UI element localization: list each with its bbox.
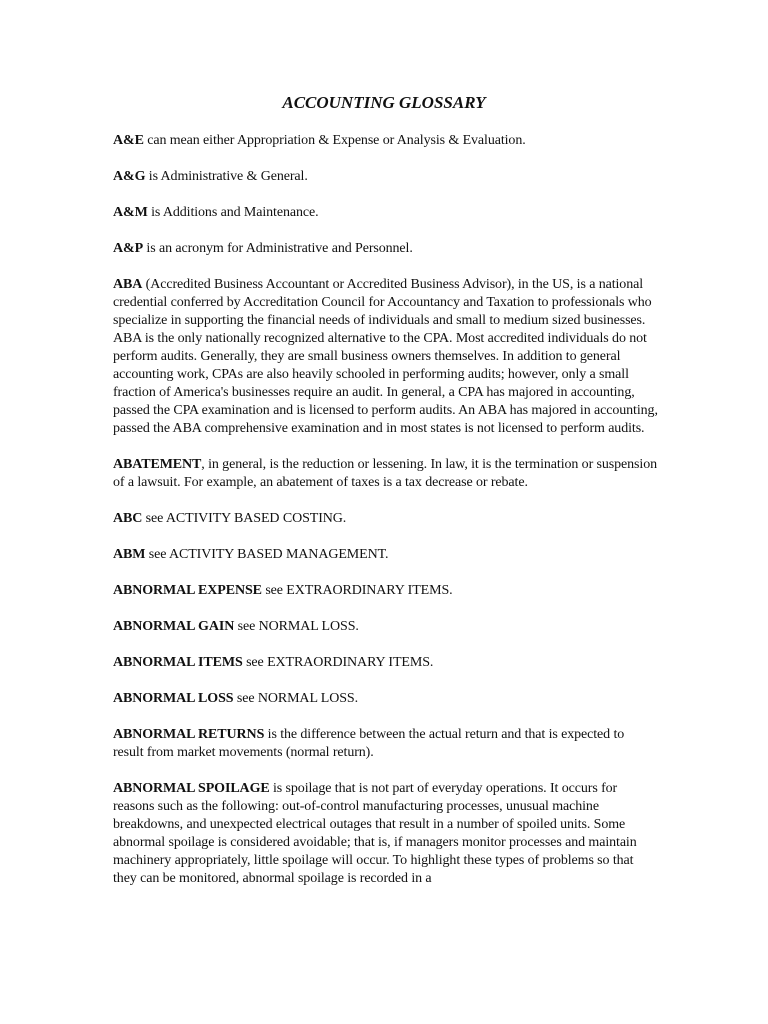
glossary-entries (113, 132, 658, 906)
glossary-entry (113, 168, 658, 186)
entry-term: ABNORMAL GAIN (113, 619, 235, 634)
entry-definition: is an acronym for Administrative and Personnel. (143, 241, 413, 256)
glossary-entry (113, 546, 658, 564)
glossary-entry (113, 240, 658, 258)
glossary-entry (113, 582, 658, 600)
entry-term: ABATEMENT (113, 457, 202, 472)
entry-term: ABNORMAL LOSS (113, 691, 234, 706)
entry-term: A&E (113, 133, 144, 148)
entry-definition: , in general, is the reduction or lessening. In law, it is the termination or suspension of a lawsuit. For example, an abatement of taxes is a tax decrease or rebate. (113, 457, 657, 490)
entry-definition: see ACTIVITY BASED MANAGEMENT. (145, 547, 389, 562)
entry-definition: is Additions and Maintenance. (147, 205, 319, 220)
entry-term: ABA (113, 277, 143, 292)
glossary-entry (113, 654, 658, 672)
glossary-entry (113, 618, 658, 636)
glossary-entry (113, 276, 658, 438)
glossary-entry (113, 726, 658, 762)
entry-term: ABM (113, 547, 146, 562)
document-title: ACCOUNTING GLOSSARY (282, 93, 486, 112)
glossary-entry (113, 456, 658, 492)
entry-term: A&M (113, 205, 148, 220)
entry-term: A&G (113, 169, 146, 184)
entry-term: ABC (113, 511, 143, 526)
entry-definition: (Accredited Business Accountant or Accredited Business Advisor), in the US, is a national credential conferred by Accreditation Council for Accountancy and Taxation to professionals who specialize in supporting the financial needs of individuals and small to medium sized businesses. ABA is the only nationally recognized alternative to the CPA. Most accredited individuals do not perform audits. Generally, they are small business owners themselves. In addition to general accounting work, CPAs are also heavily schooled in performing audits; however, only a small fraction of America's businesses require an audit. In general, a CPA has majored in accounting, passed the CPA examination and is licensed to perform audits. An ABA has majored in accounting, passed the ABA comprehensive examination and in most states is not licensed to perform audits. (113, 277, 658, 436)
entry-definition: is spoilage that is not part of everyday operations. It occurs for reasons such as the following: out-of-control manufacturing processes, unusual machine breakdowns, and unexpected electrical outages that result in a number of spoiled units. Some abnormal spoilage is considered avoidable; that is, if managers monitor processes and maintain machinery appropriately, little spoilage will occur. To highlight these types of problems so that they can be monitored, abnormal spoilage is recorded in a (113, 781, 637, 886)
entry-term: ABNORMAL ITEMS (113, 655, 243, 670)
entry-definition: see EXTRAORDINARY ITEMS. (242, 655, 434, 670)
entry-definition: can mean either Appropriation & Expense or Analysis & Evaluation. (143, 133, 526, 148)
glossary-entry (113, 132, 658, 150)
entry-term: ABNORMAL EXPENSE (113, 583, 262, 598)
glossary-entry (113, 510, 658, 528)
entry-term: A&P (113, 241, 144, 256)
entry-definition: is Administrative & General. (145, 169, 308, 184)
entry-definition: see EXTRAORDINARY ITEMS. (261, 583, 453, 598)
glossary-entry (113, 690, 658, 708)
entry-definition: see NORMAL LOSS. (234, 619, 359, 634)
entry-definition: is the difference between the actual return and that is expected to result from market movements (normal return). (113, 727, 625, 760)
entry-definition: see ACTIVITY BASED COSTING. (142, 511, 347, 526)
glossary-entry (113, 780, 658, 888)
entry-term: ABNORMAL RETURNS (113, 727, 265, 742)
entry-definition: see NORMAL LOSS. (233, 691, 359, 706)
entry-term: ABNORMAL SPOILAGE (113, 781, 270, 796)
glossary-entry (113, 204, 658, 222)
